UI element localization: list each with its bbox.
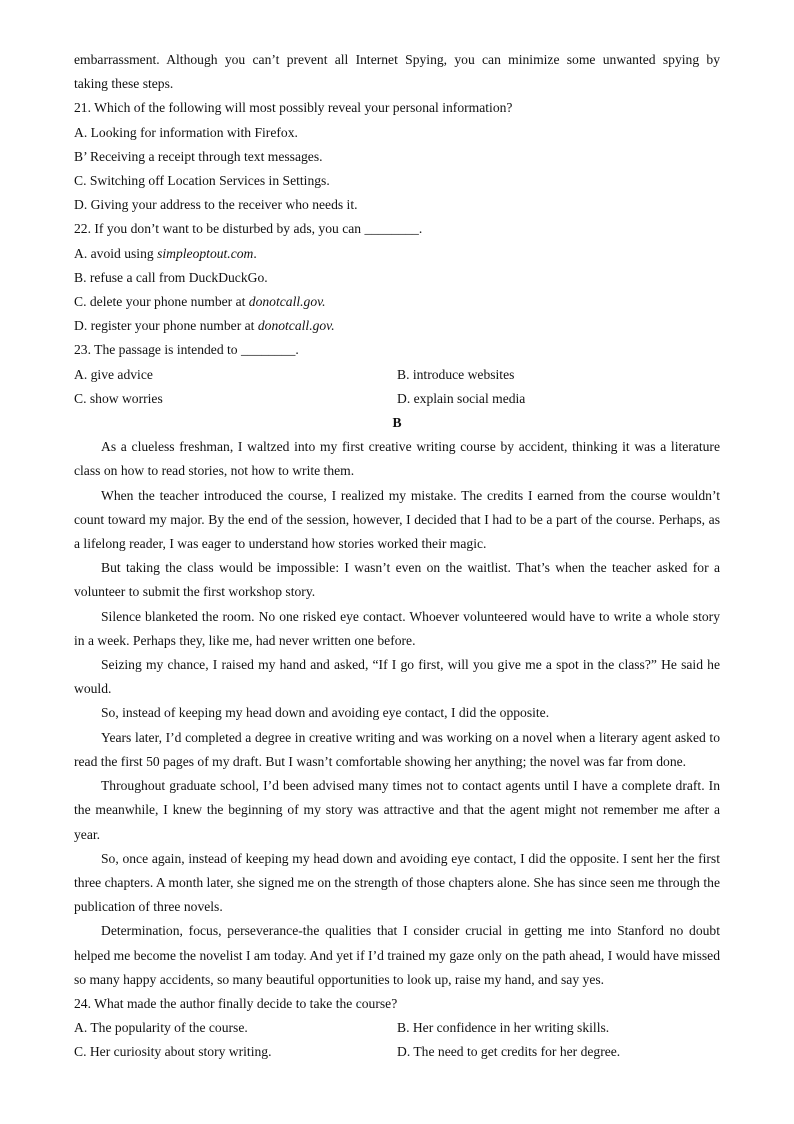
option-c: C. delete your phone number at donotcall.gov.: [74, 294, 326, 310]
paragraph: Seizing my chance, I raised my hand and asked, “If I go first, will you give me a spot in the class?” He said he would.: [74, 657, 720, 697]
paragraph: When the teacher introduced the course, I realized my mistake. The credits I earned from the course wouldn’t count toward my major. By the end of the session, however, I decided that I had to be a part of the course. Perhaps, as a lifelong reader, I was eager to understand how stories worked their magic.: [74, 487, 720, 552]
question-stem: 24. What made the author finally decide to take the course?: [74, 995, 398, 1011]
option-d: D. The need to get credits for her degree.: [397, 1044, 621, 1060]
option-a: A. Looking for information with Firefox.: [74, 124, 298, 140]
options-row: [74, 363, 720, 387]
question-24: [74, 992, 720, 1065]
option-d: D. register your phone number at donotcall.gov.: [74, 318, 335, 334]
paragraph: Throughout graduate school, I’d been advised many times not to contact agents until I have a complete draft. In the meanwhile, I knew the beginning of my story was attractive and that the agent might not remember me after a year.: [74, 778, 720, 842]
option-c: C. show worries: [74, 390, 163, 406]
paragraph: So, instead of keeping my head down and avoiding eye contact, I did the opposite.: [101, 705, 550, 721]
paragraph: Determination, focus, perseverance-the qualities that I consider crucial in getting me into Stanford no doubt helped me become the novelist I am today. And yet if I’d trained my gaze only on the path ahead, I would have missed so many happy accidents, so many beautiful opportunities to look up, raise my hand, and say yes.: [74, 923, 720, 987]
paragraph: But taking the class would be impossible: I wasn’t even on the waitlist. That’s when the teacher asked for a volunteer to submit the first workshop story.: [74, 560, 720, 600]
question-21: [74, 96, 720, 217]
question-stem: 23. The passage is intended to ________.: [74, 342, 299, 358]
passage-b: [74, 435, 720, 992]
option-b: B. refuse a call from DuckDuckGo.: [74, 269, 268, 285]
option-b: B’ Receiving a receipt through text messages.: [74, 148, 323, 164]
option-b: B. Her confidence in her writing skills.: [397, 1020, 610, 1036]
intro-line-1: embarrassment. Although you can’t prevent all Internet Spying, you can minimize some unwanted spying by: [74, 52, 720, 67]
intro-line-2: taking these steps.: [74, 76, 174, 92]
option-a: A. avoid using simpleoptout.com.: [74, 245, 257, 261]
paragraph: As a clueless freshman, I waltzed into my first creative writing course by accident, thinking it was a literature class on how to read stories, not how to write them.: [74, 439, 720, 479]
option-b: B. introduce websites: [397, 366, 515, 382]
question-22: [74, 217, 720, 338]
option-c: C. Her curiosity about story writing.: [74, 1044, 272, 1060]
options-row: [74, 1016, 720, 1040]
website-name: donotcall.gov.: [257, 318, 335, 334]
paragraph: Years later, I’d completed a degree in creative writing and was working on a novel when a literary agent asked to read the first 50 pages of my draft. But I wasn’t comfortable showing her anything; the novel was far from done.: [74, 729, 720, 769]
paragraph: Silence blanketed the room. No one risked eye contact. Whoever volunteered would have to write a whole story in a week. Perhaps they, like me, had never written one before.: [74, 608, 720, 648]
options-row: [74, 1040, 720, 1064]
option-c: C. Switching off Location Services in Settings.: [74, 173, 330, 189]
option-a: A. The popularity of the course.: [74, 1020, 248, 1036]
option-d: D. Giving your address to the receiver who needs it.: [74, 197, 358, 213]
website-name: simpleoptout.com: [157, 245, 254, 261]
section-heading: B: [392, 415, 402, 431]
website-name: donotcall.gov.: [248, 294, 326, 310]
paragraph: So, once again, instead of keeping my head down and avoiding eye contact, I did the opposite. I sent her the first three chapters. A month later, she signed me on the strength of those chapters alone. She has since seen me through the publication of three novels.: [74, 850, 720, 915]
question-stem: 21. Which of the following will most possibly reveal your personal information?: [74, 100, 513, 116]
option-d: D. explain social media: [397, 390, 526, 406]
options-row: [74, 387, 720, 411]
question-23: [74, 338, 720, 411]
option-a: A. give advice: [74, 366, 153, 382]
question-stem: 22. If you don’t want to be disturbed by ads, you can ________.: [74, 221, 423, 237]
